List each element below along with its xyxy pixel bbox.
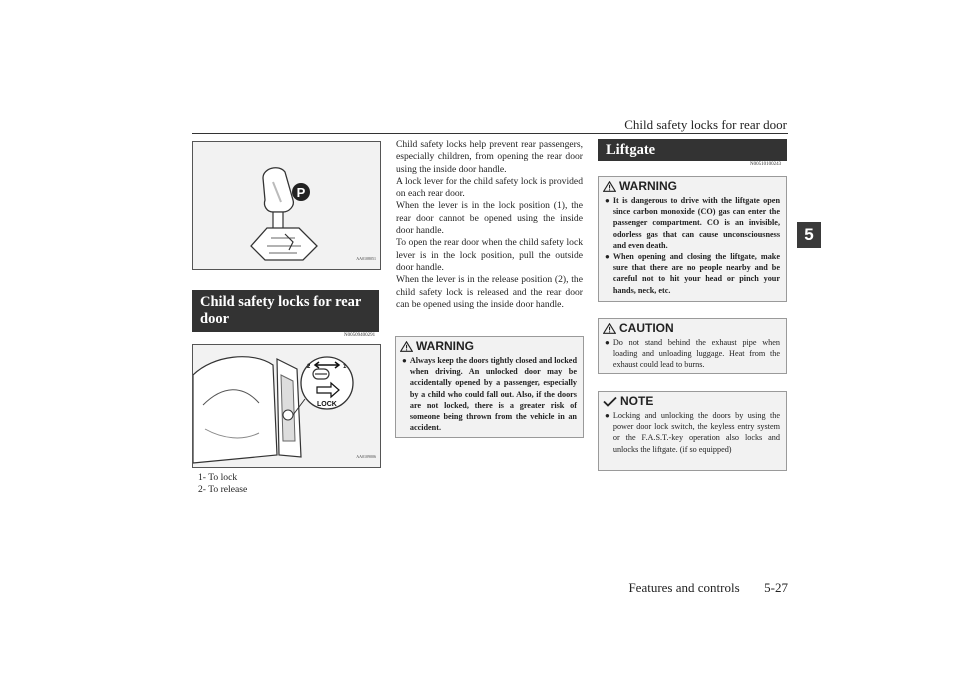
warning-box-liftgate — [598, 176, 787, 302]
warning-label: WARNING — [619, 179, 677, 193]
warning-item: ● Always keep the doors tightly closed and locked when driving. An unlocked door may be accidentally opened by a passenger, especially by a child who could fall out. Also, if the doors are not locked, there is a greater risk of someone being thrown from the vehicle in an accident. — [402, 356, 577, 433]
bullet-icon: ● — [605, 411, 610, 420]
warning-header — [599, 177, 786, 193]
paragraph: When the lever is in the lock position (1), the rear door cannot be opened using the inside door handle. — [396, 200, 583, 237]
caption-item: 1- To lock — [198, 472, 238, 483]
note-header — [599, 392, 786, 408]
lever-label-1: 1 — [343, 364, 347, 370]
warning-item: ● It is dangerous to drive with the liftgate open since carbon monoxide (CO) gas can enter the passenger compartment. CO is an invisible, odorless gas that can cause unconsciousness and even death. — [605, 196, 780, 250]
p-badge-label: P — [296, 185, 306, 200]
warning-box-doors — [395, 336, 584, 438]
bullet-icon: ● — [605, 196, 610, 205]
footer-section: Features and controls — [628, 580, 740, 595]
bullet-icon: ● — [605, 338, 610, 347]
caution-header — [599, 319, 786, 335]
running-header-title: Child safety locks for rear door — [624, 117, 787, 132]
warning-header — [396, 337, 583, 353]
warning-label: WARNING — [416, 339, 474, 353]
page-footer — [628, 580, 788, 596]
lock-label: LOCK — [317, 401, 337, 408]
door-lock-figure — [192, 344, 381, 468]
warning-triangle-icon — [603, 181, 616, 192]
warning-item: ● When opening and closing the liftgate, make sure that there are no people nearby and be careful not to hit your head or pinch your hands, neck, etc. — [605, 252, 780, 295]
figure-code: AA0109006 — [356, 454, 376, 459]
footer-page-number: 5-27 — [764, 580, 788, 595]
caution-triangle-icon — [603, 323, 616, 334]
note-box-locking — [598, 391, 787, 471]
section-code: N00509400291 — [344, 333, 376, 338]
header-rule — [192, 133, 788, 134]
paragraph: To open the rear door when the child safety lock lever is in the lock position, pull the outside door handle. — [396, 237, 583, 273]
shift-lever-illustration — [193, 142, 380, 269]
bullet-icon: ● — [605, 252, 610, 262]
shift-lever-figure — [192, 141, 381, 270]
note-label: NOTE — [620, 394, 654, 408]
lever-label-2: 2 — [307, 364, 311, 370]
section-title-child-locks: Child safety locks for rear door — [192, 290, 379, 332]
checkmark-icon — [603, 396, 617, 407]
warning-triangle-icon — [400, 341, 413, 352]
caution-box-exhaust — [598, 318, 787, 374]
caption-item: 2- To release — [198, 484, 248, 495]
section-code: N00510100243 — [750, 162, 782, 167]
caution-item: ● Do not stand behind the exhaust pipe when loading and unloading luggage. Heat from the exhaust could lead to burns. — [605, 338, 780, 370]
figure-code: AA0108051 — [356, 256, 376, 261]
chapter-tab: 5 — [797, 222, 821, 248]
caution-label: CAUTION — [619, 321, 674, 335]
section-title-liftgate: Liftgate — [598, 139, 787, 161]
door-lock-illustration — [193, 345, 380, 467]
figure-captions — [198, 472, 378, 496]
note-item: ● Locking and unlocking the doors by using the power door lock switch, the keyless entry system or the F.A.S.T.-key operation also locks and unlocks the liftgate. (if so equipped) — [605, 411, 780, 454]
paragraph: A lock lever for the child safety lock is provided on each rear door. — [396, 175, 583, 200]
paragraph: When the lever is in the release position (2), the child safety lock is released and the rear door can be opened using the inside door handle. — [396, 274, 583, 310]
bullet-icon: ● — [402, 356, 407, 365]
child-lock-description — [396, 139, 583, 311]
paragraph: Child safety locks help prevent rear passengers, especially children, from opening the rear door using the inside door handle. — [396, 139, 583, 175]
